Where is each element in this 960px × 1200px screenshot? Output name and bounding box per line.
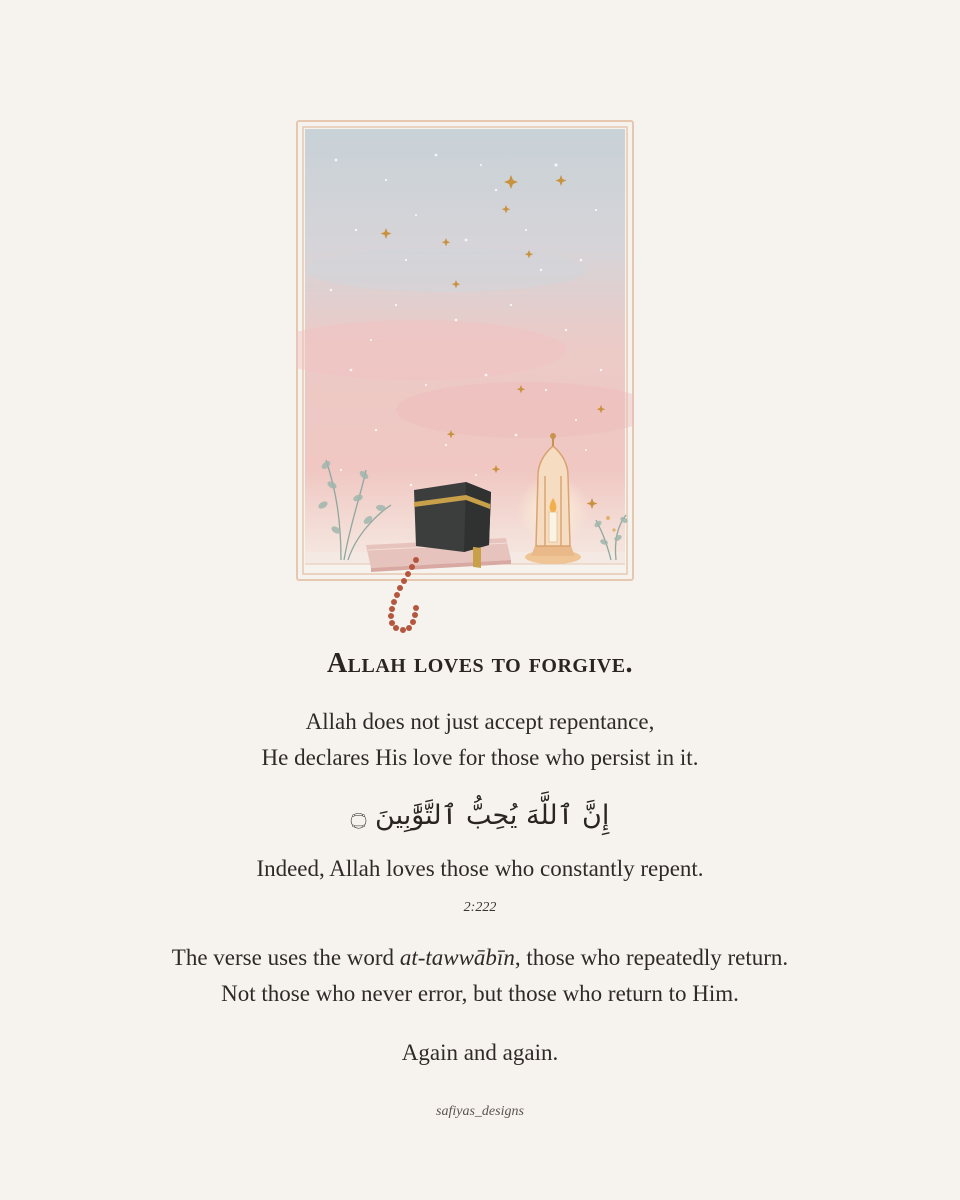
reflection-text: [0, 940, 960, 1012]
intro-line-1: Allah does not just accept repentance,: [305, 709, 655, 734]
designer-signature: safiyas_designs: [436, 1104, 524, 1119]
intro-text: [0, 704, 960, 776]
reflection-term: at-tawwābīn: [399, 945, 515, 970]
reflection-line-2: Not those who never error, but those who return to Him.: [221, 981, 739, 1006]
reflection-line-1-before: The verse uses the word: [171, 945, 400, 970]
reflection-line-1: [0, 940, 960, 976]
closing-line: Again and again.: [401, 1040, 559, 1065]
quran-verse-arabic: إِنَّ ٱللَّهَ يُحِبُّ ٱلتَّوَّٰبِينَ ۝: [350, 800, 610, 831]
kaaba-window-illustration: [296, 120, 634, 635]
verse-translation: Indeed, Allah loves those who constantly repent.: [256, 856, 704, 881]
page-title: Allah loves to forgive.: [326, 648, 634, 679]
intro-line-2: He declares His love for those who persist in it.: [261, 745, 699, 770]
verse-reference: 2:222: [463, 900, 497, 915]
reflection-line-1-after: , those who repeatedly return.: [514, 945, 789, 970]
